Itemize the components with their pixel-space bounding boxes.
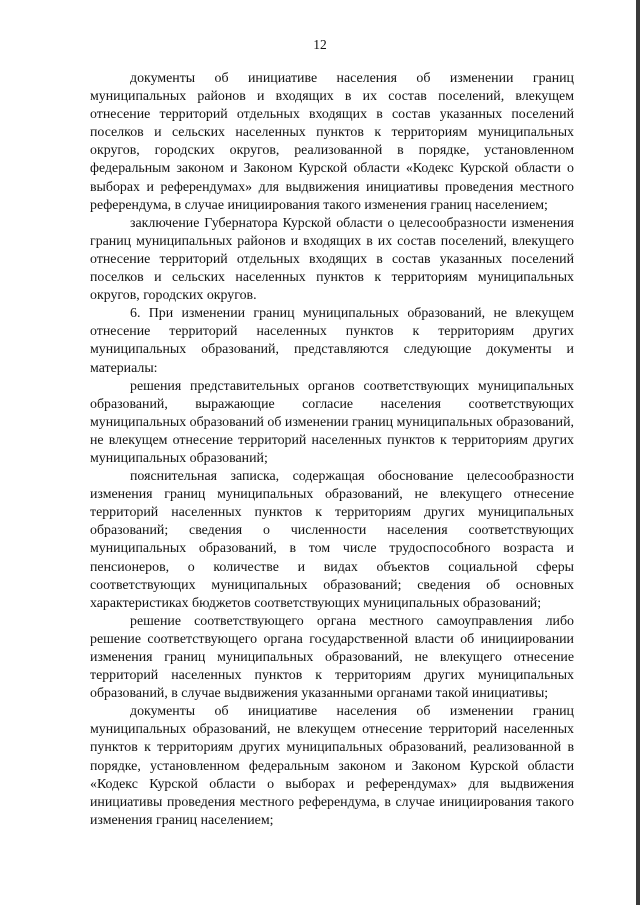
paragraph-initiative-districts: документы об инициативе населения об изменении границ муниципальных районов и входящих в их состав поселений, влекущем отнесение территорий отдельных входящих в состав указанных поселений поселков и сельских населенных пунктов к территориям муниципальных округов, городских округов, реализованной в порядке, установленном федеральным законом и Законом Курской области «Кодекс Курской области о выборах и референдумах» для выдвижения инициативы проведения местного референдума, в случае инициирования такого изменения границ населением; [90, 71, 574, 213]
scan-edge-shadow [636, 0, 640, 905]
paragraph-section-6: 6. При изменении границ муниципальных образований, не влекущем отнесение территорий населенных пунктов к территориям других муниципальных образований, представляются следующие документы и материалы: [90, 306, 574, 376]
paragraph-authority-decision: решение соответствующего органа местного самоуправления либо решение соответствующего органа государственной власти об инициировании изменения границ муниципальных образований, не влекущего отнесение территорий населенных пунктов к территориям других муниципальных образований, в случае выдвижения указанными органами такой инициативы; [90, 613, 574, 702]
paragraph-representative-decisions: решения представительных органов соответствующих муниципальных образований, выражающие согласие населения соответствующих муниципальных образований об изменении границ муниципальных образований, не влекущем отнесение территорий населенных пунктов к территориям других муниципальных образований; [90, 378, 574, 466]
document-body [90, 70, 574, 830]
paragraph-initiative-municipalities: документы об инициативе населения об изменении границ муниципальных образований, не влекущем отнесение территорий населенных пунктов к территориям других муниципальных образований, реализованной в порядке, установленном федеральным законом и Законом Курской области «Кодекс Курской области о выборах и референдумах» для выдвижения инициативы проведения местного референдума, в случае инициирования такого изменения границ населением; [90, 704, 574, 828]
paragraph-governor-conclusion: заключение Губернатора Курской области о целесообразности изменения границ муниципальных районов и входящих в их состав поселений, влекущего отнесение территорий отдельных входящих в состав указанных поселений поселков и сельских населенных пунктов к территориям муниципальных округов, городских округов. [90, 215, 574, 304]
page-number: 12 [313, 37, 327, 52]
paragraph-explanatory-note: пояснительная записка, содержащая обоснование целесообразности изменения границ муниципальных образований, не влекущего отнесение территорий населенных пунктов к территориям других муниципальных образований; сведения о численности населения соответствующих муниципальных образований, в том числе трудоспособного возраста и пенсионеров, о количестве и видах объектов социальной сферы соответствующих муниципальных образований; сведения об основных характеристиках бюджетов соответствующих муниципальных образований; [90, 469, 574, 611]
